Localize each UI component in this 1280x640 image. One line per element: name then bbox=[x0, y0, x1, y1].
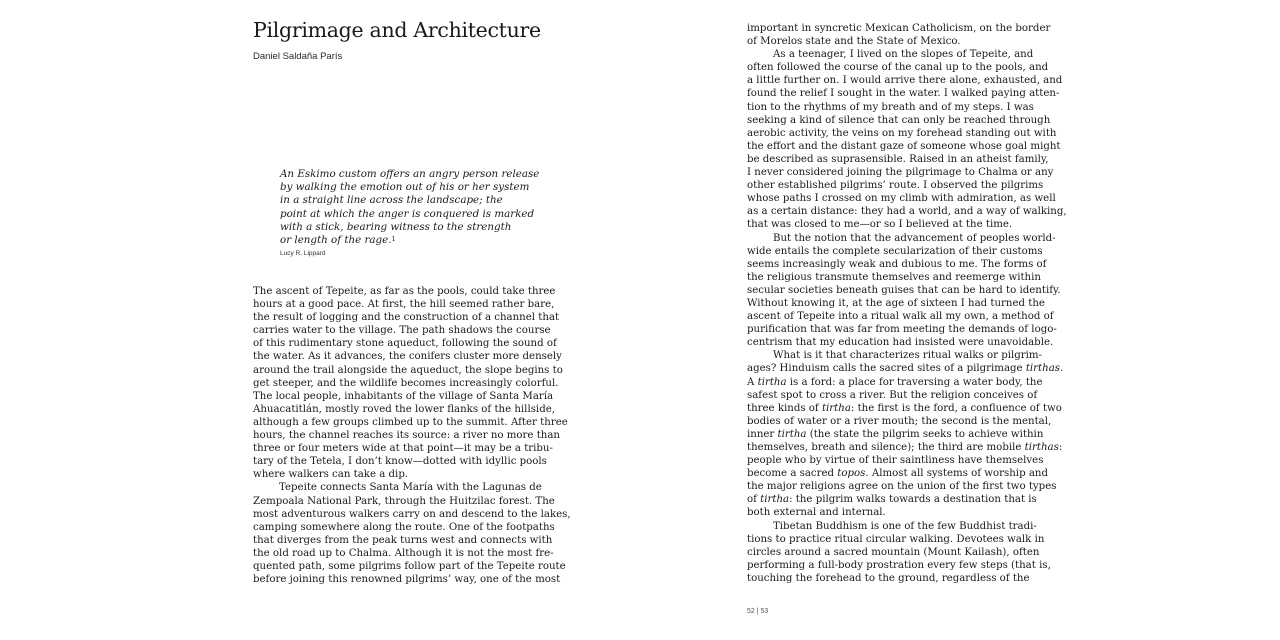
text-line: A tirtha is a ford: a place for traversing a water body, the bbox=[747, 376, 1043, 388]
text-line: bodies of water or a river mouth; the second is the mental, bbox=[747, 415, 1052, 427]
text-line: often followed the course of the canal up to the pools, and bbox=[747, 62, 1049, 74]
text-line: the old road up to Chalma. Although it is not the most fre- bbox=[253, 547, 554, 559]
text-line: Without knowing it, at the age of sixteen I had turned the bbox=[747, 297, 1045, 309]
text-line: other established pilgrims’ route. I observed the pilgrims bbox=[747, 180, 1044, 192]
epigraph-attribution: Lucy R. Lippard bbox=[280, 250, 326, 257]
text-line: As a teenager, I lived on the slopes of Tepeite, and bbox=[773, 49, 1034, 61]
text-line: Tibetan Buddhism is one of the few Buddhist tradi- bbox=[773, 520, 1037, 532]
text-line: tary of the Tetela, I don’t know—dotted with idyllic pools bbox=[253, 456, 547, 468]
epigraph-line: in a straight line across the landscape; the bbox=[280, 194, 503, 207]
text-line: wide entails the complete secularization of their customs bbox=[747, 245, 1043, 257]
text-line: Ahuacatitlán, mostly roved the lower flanks of the hillside, bbox=[253, 403, 555, 415]
text-line: around the trail alongside the aqueduct, the slope begins to bbox=[253, 364, 563, 376]
text-line: although a few groups climbed up to the summit. After three bbox=[253, 416, 568, 428]
text-line: found the relief I sought in the water. I walked paying atten- bbox=[747, 88, 1060, 100]
text-line: seems increasingly weak and dubious to me. The forms of bbox=[747, 258, 1047, 270]
text-line: aerobic activity, the veins on my forehead standing out with bbox=[747, 127, 1057, 139]
left-column-body-text bbox=[253, 285, 571, 586]
text-line: Zempoala National Park, through the Huitzilac forest. The bbox=[253, 495, 555, 507]
text-line: performing a full-body prostration every few steps (that is, bbox=[747, 559, 1051, 571]
text-line: What is it that characterizes ritual walks or pilgrim- bbox=[773, 350, 1042, 362]
author-name: Daniel Saldaña París bbox=[253, 51, 343, 62]
text-line: tions to practice ritual circular walking. Devotees walk in bbox=[747, 533, 1045, 545]
text-line: ascent of Tepeite into a ritual walk all my own, a method of bbox=[747, 311, 1054, 323]
text-line: three or four meters wide at that point—it may be a tribu- bbox=[253, 443, 553, 455]
text-line: I never considered joining the pilgrimage to Chalma or any bbox=[747, 167, 1054, 179]
text-line: before joining this renowned pilgrims’ way, one of the most bbox=[253, 574, 561, 586]
right-column-body-text bbox=[747, 22, 1067, 585]
text-line: touching the forehead to the ground, regardless of the bbox=[747, 572, 1030, 584]
text-line: become a sacred topos. Almost all systems of worship and bbox=[747, 468, 1048, 480]
text-line: hours at a good pace. At first, the hill seemed rather bare, bbox=[253, 299, 555, 311]
text-line: both external and internal. bbox=[747, 507, 886, 519]
text-line: be described as suprasensible. Raised in an atheist family, bbox=[747, 153, 1049, 165]
text-line: of Morelos state and the State of Mexico. bbox=[747, 36, 961, 48]
text-line: most adventurous walkers carry on and descend to the lakes, bbox=[253, 508, 571, 520]
text-line: the water. As it advances, the conifers cluster more densely bbox=[253, 351, 562, 363]
text-line: that was closed to me—or so I believed at the time. bbox=[747, 219, 1013, 231]
text-line: of tirtha: the pilgrim walks towards a destination that is bbox=[747, 494, 1037, 506]
text-line: But the notion that the advancement of peoples world- bbox=[773, 232, 1056, 244]
text-line: The ascent of Tepeite, as far as the pools, could take three bbox=[253, 286, 556, 297]
page-numbers: 52 | 53 bbox=[747, 608, 769, 615]
text-line: themselves, breath and silence); the third are mobile tirthas: bbox=[747, 442, 1063, 453]
text-line: the major religions agree on the union of the first two types bbox=[747, 481, 1057, 493]
text-line: people who by virtue of their saintliness have themselves bbox=[747, 455, 1044, 467]
text-line: purification that was far from meeting the demands of logo- bbox=[747, 324, 1057, 336]
epigraph-line: An Eskimo custom offers an angry person release bbox=[280, 168, 540, 180]
text-line: camping somewhere along the route. One of the footpaths bbox=[253, 521, 555, 533]
text-line: secular societies beneath guises that can be hard to identify. bbox=[747, 284, 1061, 296]
epigraph-line: by walking the emotion out of his or her system bbox=[280, 181, 530, 194]
text-line: three kinds of tirtha: the first is the ford, a confluence of two bbox=[747, 402, 1062, 414]
text-line: of this rudimentary stone aqueduct, following the sound of bbox=[253, 338, 557, 350]
text-line: as a certain distance: they had a world, and a way of walking, bbox=[747, 206, 1067, 218]
text-line: safest spot to cross a river. But the religion conceives of bbox=[747, 389, 1038, 401]
text-line: inner tirtha (the state the pilgrim seeks to achieve within bbox=[747, 428, 1044, 440]
text-line: circles around a sacred mountain (Mount Kailash), often bbox=[747, 546, 1040, 558]
text-line: that diverges from the peak turns west and connects with bbox=[253, 534, 553, 546]
text-line: get steeper, and the wildlife becomes increasingly colorful. bbox=[253, 377, 559, 389]
epigraph-line: with a stick, bearing witness to the strength bbox=[280, 220, 512, 233]
text-line: tion to the rhythms of my breath and of my steps. I was bbox=[747, 101, 1034, 113]
epigraph bbox=[280, 168, 540, 247]
text-line: quented path, some pilgrims follow part of the Tepeite route bbox=[253, 560, 566, 572]
text-line: carries water to the village. The path shadows the course bbox=[253, 325, 551, 337]
text-line: the result of logging and the construction of a channel that bbox=[253, 312, 560, 324]
text-line: where walkers can take a dip. bbox=[253, 469, 409, 481]
text-line: the effort and the distant gaze of someone whose goal might bbox=[747, 140, 1061, 152]
text-line: centrism that my education had insisted were unavoidable. bbox=[747, 337, 1054, 349]
text-line: a little further on. I would arrive there alone, exhausted, and bbox=[747, 75, 1063, 87]
text-line: Tepeite connects Santa María with the Lagunas de bbox=[279, 482, 542, 494]
text-line: important in syncretic Mexican Catholicism, on the border bbox=[747, 23, 1051, 34]
footnote-marker: 1 bbox=[391, 235, 396, 244]
text-line: whose paths I crossed on my climb with admiration, as well bbox=[747, 193, 1056, 205]
epigraph-line: point at which the anger is conquered is marked bbox=[280, 207, 535, 220]
text-line: ages? Hinduism calls the sacred sites of a pilgrimage tirthas. bbox=[747, 363, 1064, 375]
text-line: the religious transmute themselves and reemerge within bbox=[747, 271, 1041, 283]
text-line: hours, the channel reaches its source: a river no more than bbox=[253, 430, 560, 442]
text-line: The local people, inhabitants of the village of Santa María bbox=[253, 390, 554, 402]
chapter-title: Pilgrimage and Architecture bbox=[253, 18, 541, 42]
epigraph-line: or length of the rage.$^1$ bbox=[280, 234, 396, 247]
text-line: seeking a kind of silence that can only be reached through bbox=[747, 114, 1051, 126]
